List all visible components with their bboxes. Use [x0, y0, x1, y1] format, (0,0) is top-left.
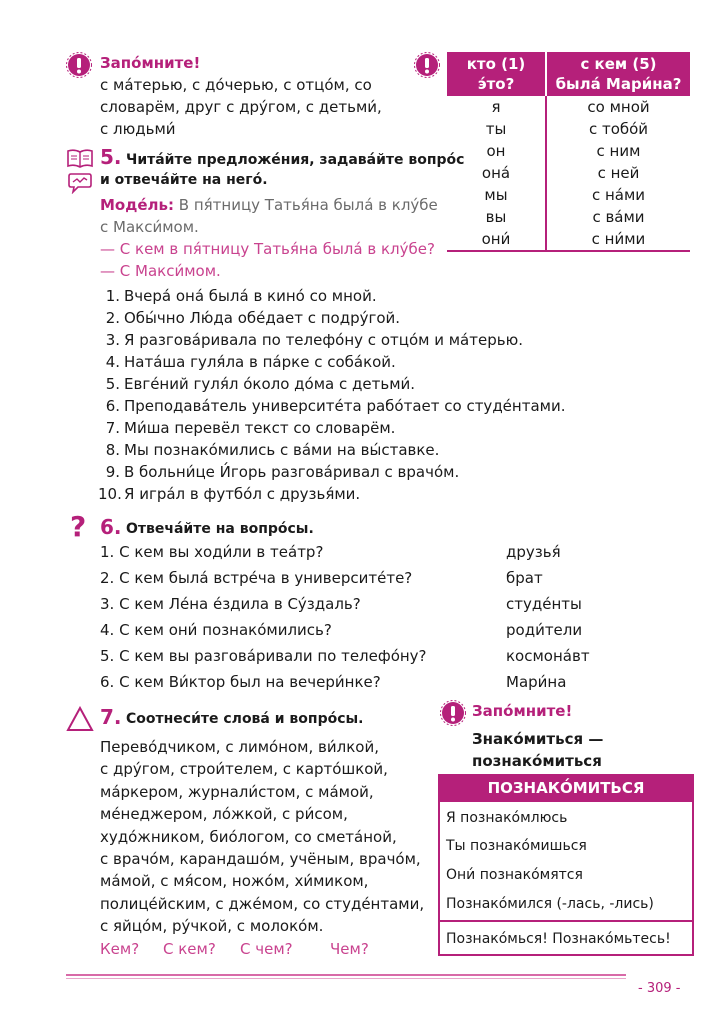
model-example: Моде́ль: В пя́тницу Татья́на была́ в клу́бе с Макси́мом. [100, 196, 438, 236]
triangle-icon [66, 706, 94, 732]
footer-divider [66, 974, 626, 976]
list-item: 9. В больни́це И́горь разгова́ривал с врачо́м. [105, 463, 460, 481]
list-item: 6. Преподава́тель университе́та рабо́тает со студе́нтами. [105, 397, 566, 415]
list-item: 7. Ми́ша перевёл текст со словарём. [105, 419, 396, 437]
remember-line: с людьми́ [100, 120, 176, 138]
conjugation-box [438, 774, 694, 956]
list-item: 6. С кем Ви́ктор был на вечери́нке? Мари́на [100, 673, 567, 691]
table-row: он с ним [447, 140, 690, 162]
exercise-instruction: Чита́йте предложе́ния, задава́йте вопро́с [126, 152, 465, 168]
remember-title: Запо́мните! [100, 54, 201, 72]
model-dialogue: — С кем в пя́тницу Татья́на была́ в клу́бе? — С Макси́мом. [100, 240, 435, 280]
word-list: Перево́дчиком, с лимо́ном, ви́лкой, с дру́гом, строи́телем, с карто́шкой, ма́ркером, журнали́стом, с ма́мой, ме́неджером, ло́жкой, с ри́сом, худо́жником, био́логом, со смета́ной, с врачо́м, карандашо́м, учёным, врачо́м, ма́мой, с мя́сом, ножо́м, хи́миком, полице́йским, с дже́мом, со студе́нтами, с яйцо́м, ру́чкой, с молоко́м. [100, 738, 425, 936]
speech-bubble-icon [68, 172, 92, 194]
table-row: я со мной [447, 96, 690, 118]
exercise-number: 5. [100, 145, 122, 169]
list-item: 5. С кем вы разгова́ривали по телефо́ну? космона́вт [100, 647, 590, 665]
table-row: ты с тобо́й [447, 118, 690, 140]
table-header-nominative: кто (1) э́то? [447, 52, 546, 96]
conjugation-row: Они́ познако́мятся [446, 867, 583, 883]
question-word: С чем? [240, 940, 293, 958]
exercise-instruction: Отвеча́йте на вопро́сы. [126, 521, 314, 537]
list-item: 5. Евге́ний гуля́л о́коло до́ма с детьми́. [105, 375, 416, 393]
model-label: Моде́ль: [100, 196, 174, 214]
exercise-number: 7. [100, 705, 122, 729]
verb-pair: Знако́миться — познако́миться [472, 730, 604, 770]
exclamation-badge-icon [440, 700, 466, 726]
table-row: мы с на́ми [447, 184, 690, 206]
remember-title: Запо́мните! [472, 702, 573, 720]
list-item: 2. Обы́чно Лю́да обе́дает с подру́гой. [105, 309, 401, 327]
exercise-number: 6. [100, 515, 122, 539]
exclamation-badge-icon [66, 52, 92, 78]
exercise-instruction: Соотнеси́те слова́ и вопро́сы. [126, 711, 364, 727]
table-row: она́ с ней [447, 162, 690, 184]
list-item: 3. Я разгова́ривала по телефо́ну с отцо́м и ма́терью. [105, 331, 523, 349]
list-item: 4. Ната́ша гуля́ла в па́рке с соба́кой. [105, 353, 396, 371]
list-item: 10. Я игра́л в футбо́л с друзья́ми. [98, 485, 361, 503]
footer-divider [66, 978, 626, 979]
list-item: 4. С кем они́ познако́мились? роди́тели [100, 621, 583, 639]
page-number: - 309 - [638, 981, 681, 996]
table-header-instrumental: с кем (5) была́ Мари́на? [546, 52, 690, 96]
conjugation-row: Познако́мился (-лась, -лись) [446, 896, 654, 912]
exercise-instruction: и отвеча́йте на него́. [100, 172, 268, 188]
conjugation-row: Познако́мься! Познако́мьтесь! [446, 931, 671, 947]
remember-line: словарём, друг с дру́гом, с детьми́, [100, 98, 382, 116]
list-item: 8. Мы познако́мились с ва́ми на вы́ставке. [105, 441, 440, 459]
question-word: С кем? [163, 940, 216, 958]
conjugation-row: Я познако́млюсь [446, 810, 568, 826]
list-item: 1. Вчера́ она́ была́ в кино́ со мной. [105, 287, 377, 305]
open-book-icon [66, 148, 94, 168]
table-row: вы с ва́ми [447, 206, 690, 228]
question-word: Кем? [100, 940, 140, 958]
remember-line: с ма́терью, с до́черью, с отцо́м, со [100, 76, 372, 94]
question-mark-icon: ? [70, 510, 87, 543]
list-item: 3. С кем Ле́на е́здила в Су́здаль? студе́нты [100, 595, 582, 613]
exercise-items [98, 285, 565, 505]
remember-examples [100, 74, 382, 140]
question-word: Чем? [330, 940, 369, 958]
exclamation-badge-icon [414, 52, 440, 78]
list-item: 2. С кем была́ встре́ча в университе́те? брат [100, 569, 543, 587]
conjugation-row: Ты познако́мишься [446, 838, 587, 854]
pronoun-table [447, 52, 690, 252]
table-row: они́ с ни́ми [447, 228, 690, 251]
conjugation-header: ПОЗНАКО́МИТЬСЯ [440, 776, 692, 800]
list-item: 1. С кем вы ходи́ли в теа́тр? друзья́ [100, 543, 561, 561]
